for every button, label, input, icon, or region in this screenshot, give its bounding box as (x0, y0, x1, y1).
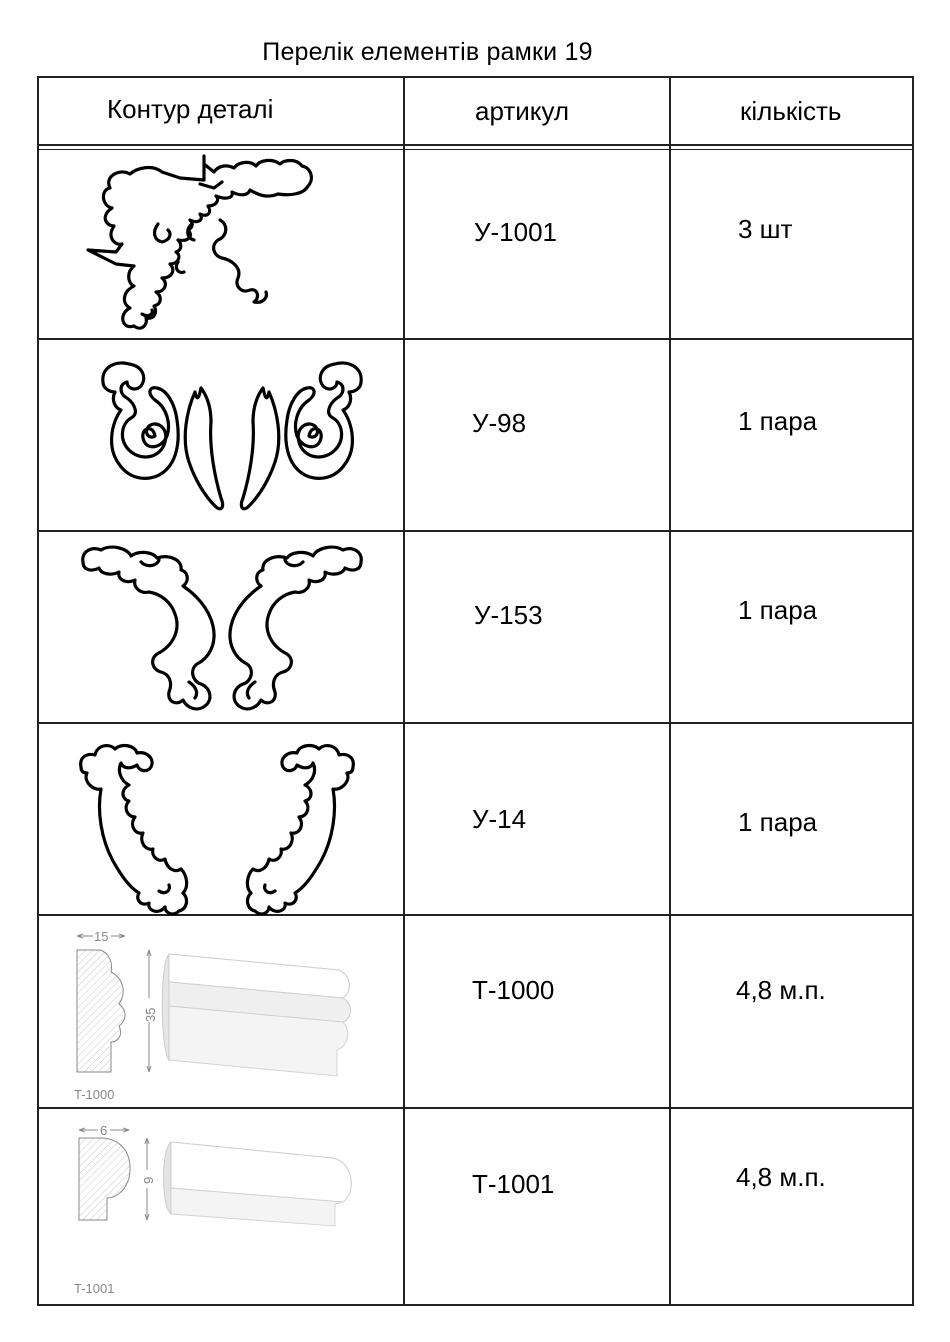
quantity-cell: 4,8 м.п. (736, 975, 826, 1005)
quantity-cell: 3 шт (738, 214, 793, 244)
quantity-cell: 1 пара (738, 807, 818, 837)
row-divider (37, 1107, 914, 1109)
article-cell: У-98 (472, 408, 527, 438)
header-article: артикул (475, 96, 570, 126)
article-cell: У-153 (474, 600, 543, 630)
row-divider (37, 722, 914, 724)
row-divider (37, 338, 914, 340)
curved-ornament-pair-icon (77, 542, 367, 714)
header-quantity: кількість (740, 96, 842, 126)
quantity-cell: 4,8 м.п. (736, 1162, 826, 1192)
scroll-ornament-pair-icon (97, 358, 367, 518)
row-divider (37, 530, 914, 532)
svg-text:6: 6 (100, 1123, 108, 1138)
page-title: Перелік елементів рамки 19 (262, 38, 593, 66)
column-divider (669, 76, 671, 1306)
molding-code-label: T-1001 (74, 1281, 115, 1296)
svg-text:35: 35 (143, 1007, 158, 1022)
svg-text:15: 15 (94, 929, 109, 944)
table-border-left (37, 76, 39, 1306)
article-cell: Т-1000 (472, 975, 555, 1005)
table-border-top (37, 76, 914, 78)
corner-ornament-icon (82, 154, 322, 336)
header-contour: Контур деталі (107, 94, 274, 124)
table-border-bottom (37, 1304, 914, 1306)
table-border-right (912, 76, 914, 1306)
molding-code-label: T-1000 (74, 1087, 115, 1102)
article-cell: У-1001 (474, 217, 558, 247)
article-cell: У-14 (472, 804, 527, 834)
header-divider-second (37, 149, 914, 150)
elements-table (37, 76, 914, 1306)
svg-text:9: 9 (141, 1176, 156, 1184)
quantity-cell: 1 пара (738, 595, 818, 625)
molding-profile-icon (67, 1122, 367, 1298)
molding-profile-icon (67, 926, 367, 1102)
leaf-ornament-pair-icon (77, 741, 357, 917)
article-cell: Т-1001 (472, 1169, 555, 1199)
quantity-cell: 1 пара (738, 406, 818, 436)
column-divider (403, 76, 405, 1306)
header-divider (37, 144, 914, 146)
